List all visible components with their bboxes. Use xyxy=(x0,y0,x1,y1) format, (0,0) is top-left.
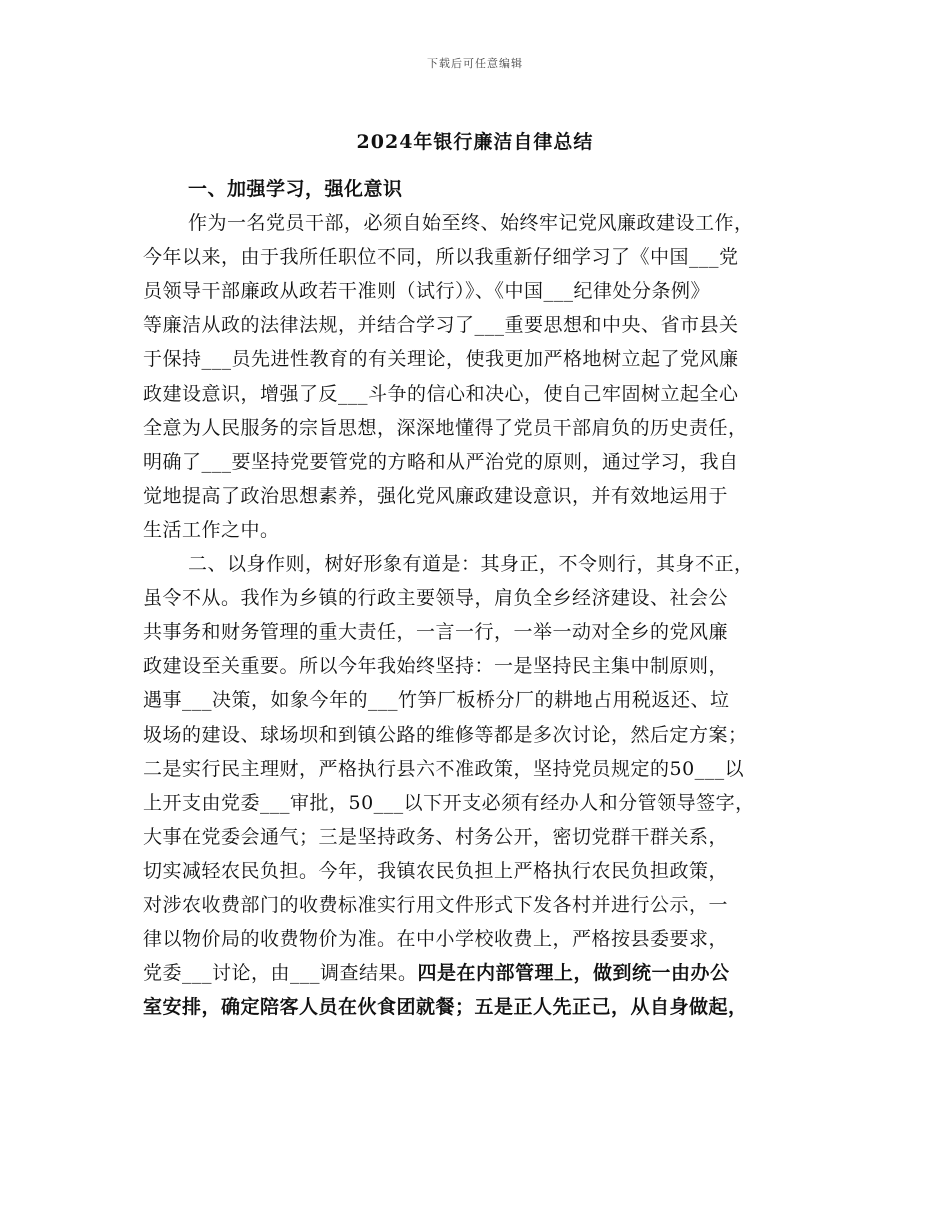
paragraph-line: 等廉洁从政的法律法规，并结合学习了___重要思想和中央、省市县关 xyxy=(143,314,739,337)
paragraph-line: 于保持___员先进性教育的有关理论，使我更加严格地树立起了党风廉 xyxy=(143,348,739,371)
paragraph-line: 律以物价局的收费物价为准。在中小学校收费上，严格按县委要求， xyxy=(143,928,729,951)
body-text xyxy=(143,172,815,1024)
paragraph-line-mixed xyxy=(143,956,815,990)
paragraph-line: 全意为人民服务的宗旨思想，深深地懂得了党员干部肩负的历史责任， xyxy=(143,416,748,439)
paragraph-line: 生活工作之中。 xyxy=(143,518,280,541)
paragraph-line: 对涉农收费部门的收费标准实行用文件形式下发各村并进行公示，一 xyxy=(143,893,729,916)
paragraph-line-regular: 党委___讨论，由___调查结果。 xyxy=(143,962,418,985)
paragraph-line: 上开支由党委___审批，50___以下开支必须有经办人和分管领导签字， xyxy=(143,791,755,814)
paragraph-line: 二是实行民主理财，严格执行县六不准政策，坚持党员规定的50___以 xyxy=(143,757,745,780)
paragraph-line: 明确了___要坚持党要管党的方略和从严治党的原则，通过学习，我自 xyxy=(143,450,739,473)
header-note: 下载后可任意编辑 xyxy=(427,57,523,70)
paragraph-line-bold-tail: 四是在内部管理上，做到统一由办公 xyxy=(417,962,730,985)
paragraph-line: 政建设至关重要。所以今年我始终坚持：一是坚持民主集中制原则， xyxy=(143,655,729,678)
paragraph-line: 大事在党委会通气；三是坚持政务、村务公开，密切党群干群关系， xyxy=(143,825,729,848)
paragraph-line: 觉地提高了政治思想素养，强化党风廉政建设意识，并有效地运用于 xyxy=(143,484,729,507)
paragraph-line: 虽令不从。我作为乡镇的行政主要领导，肩负全乡经济建设、社会公 xyxy=(143,587,729,610)
paragraph-line: 员领导干部廉政从政若干准则（试行）》、《中国___纪律处分条例》 xyxy=(143,280,711,303)
paragraph-line: 共事务和财务管理的重大责任，一言一行，一举一动对全乡的党风廉 xyxy=(143,621,729,644)
paragraph-line: 切实减轻农民负担。今年，我镇农民负担上严格执行农民负担政策， xyxy=(143,859,729,882)
document-title: 2024年银行廉洁自律总结 xyxy=(356,131,594,153)
paragraph-line: 室安排，确定陪客人员在伙食团就餐；五是正人先正己，从自身做起， xyxy=(143,996,748,1019)
paragraph-line: 二、以身作则，树好形象有道是：其身正，不令则行，其身不正， xyxy=(188,553,754,576)
paragraph-line: 圾场的建设、球场坝和到镇公路的维修等都是多次讨论，然后定方案； xyxy=(143,723,748,746)
paragraph-line: 遇事___决策，如象今年的___竹笋厂板桥分厂的耕地占用税返还、垃 xyxy=(143,689,730,712)
paragraph-line: 政建设意识，增强了反___斗争的信心和决心，使自己牢固树立起全心 xyxy=(143,382,739,405)
paragraph-line: 今年以来，由于我所任职位不同，所以我重新仔细学习了《中国___党 xyxy=(143,246,739,269)
section-heading: 一、加强学习，强化意识 xyxy=(188,178,403,200)
paragraph-line: 作为一名党员干部，必须自始至终、始终牢记党风廉政建设工作， xyxy=(188,212,754,235)
